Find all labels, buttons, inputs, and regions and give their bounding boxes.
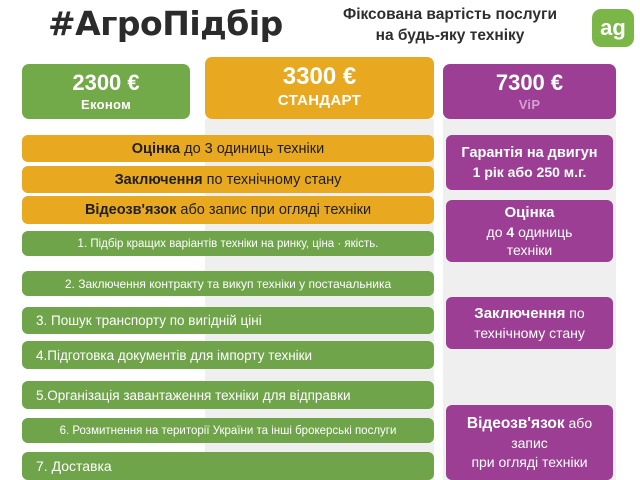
- list-item: [22, 418, 434, 443]
- list-item: [22, 381, 434, 409]
- vip-feature-video: [446, 405, 613, 480]
- plan-header-vip[interactable]: [443, 64, 616, 119]
- vip-video-bold: Відеозв'язок: [466, 415, 565, 433]
- logo-badge: [592, 9, 634, 47]
- tagline-line-2: на будь-яку техніку: [375, 26, 525, 44]
- vip-zakl-line-2: технічному стану: [474, 324, 585, 341]
- vip-ocinka-line-1: Оцінка: [504, 204, 555, 222]
- list-item-label-7: 7. Доставка: [36, 458, 112, 474]
- feature-bar-video-rest: або запис при огляді техніки: [176, 202, 372, 218]
- feature-bar-video: [22, 196, 434, 224]
- vip-zakl-thin: по: [565, 305, 585, 322]
- list-item-label-5: 5.Організація завантаження техніки для відправки: [36, 387, 351, 403]
- plan-name-vip: ViP: [518, 97, 541, 113]
- vip-feature-ocinka: [446, 200, 613, 262]
- plan-name-standard: СТАНДАРТ: [277, 92, 362, 110]
- list-item-label-3: 3. Пошук транспорту по вигідній ціні: [36, 313, 262, 328]
- vip-ocinka-post: одиниць: [514, 223, 573, 240]
- feature-bar-ocinka-rest: до 3 одиниць техніки: [180, 140, 325, 157]
- vip-video-line-3: при огляді техніки: [471, 453, 588, 470]
- brand-title: #АгроПідбір: [48, 4, 283, 43]
- plan-price-vip: 7300 €: [495, 70, 564, 95]
- tagline-line-1: Фіксована вартість послуги: [342, 6, 558, 23]
- vip-zakl-bold: Заключення: [474, 305, 566, 323]
- list-item: [22, 271, 434, 296]
- plan-price-standard: 3300 €: [282, 63, 357, 90]
- vip-video-line-1: [467, 414, 592, 434]
- vip-feature-guarantee: [446, 135, 613, 190]
- feature-bar-ocinka: [22, 135, 434, 162]
- vip-feature-zaklyuchennya: [446, 297, 613, 349]
- vip-ocinka-count: 4: [506, 223, 515, 240]
- vip-guarantee-line-1: Гарантія на двигун: [461, 144, 598, 161]
- list-item: [22, 231, 434, 256]
- vip-ocinka-line-3: техніки: [506, 241, 553, 258]
- plan-price-econom: 2300 €: [72, 70, 140, 95]
- vip-video-thin: або: [564, 415, 593, 432]
- plan-header-standard[interactable]: [205, 57, 434, 119]
- list-item: [22, 307, 434, 334]
- feature-bar-ocinka-bold: Оцінка: [131, 140, 181, 157]
- feature-bar-video-bold: Відеозв'язок: [84, 202, 177, 218]
- vip-video-line-2: запис: [511, 435, 548, 452]
- header: [0, 0, 640, 52]
- list-item-label-2: 2. Заключення контракту та викуп техніки у постачальника: [64, 276, 392, 291]
- plan-name-econom: Економ: [81, 97, 131, 113]
- header-tagline: [305, 5, 595, 47]
- vip-ocinka-line-2: [487, 223, 573, 241]
- feature-bar-zaklyuchennya: [22, 166, 434, 193]
- vip-ocinka-pre: до: [486, 223, 507, 240]
- list-item-label-6: 6. Розмитнення на території України та інші брокерські послуги: [59, 424, 397, 437]
- list-item-label-1: 1. Підбір кращих варіантів техніки на ринку, ціна · якість.: [77, 237, 379, 250]
- list-item-label-4: 4.Підготовка документів для імпорту техніки: [36, 347, 313, 363]
- plan-header-econom[interactable]: [22, 64, 190, 119]
- feature-bar-zaklyuchennya-rest: по технічному стану: [202, 171, 342, 188]
- vip-zakl-line-1: [474, 304, 584, 324]
- list-item: [22, 452, 434, 480]
- feature-bar-zaklyuchennya-bold: Заключення: [114, 171, 203, 188]
- list-item: [22, 341, 434, 369]
- logo-text: ag: [600, 15, 626, 40]
- vip-guarantee-line-2: 1 рік або 250 м.г.: [472, 163, 587, 180]
